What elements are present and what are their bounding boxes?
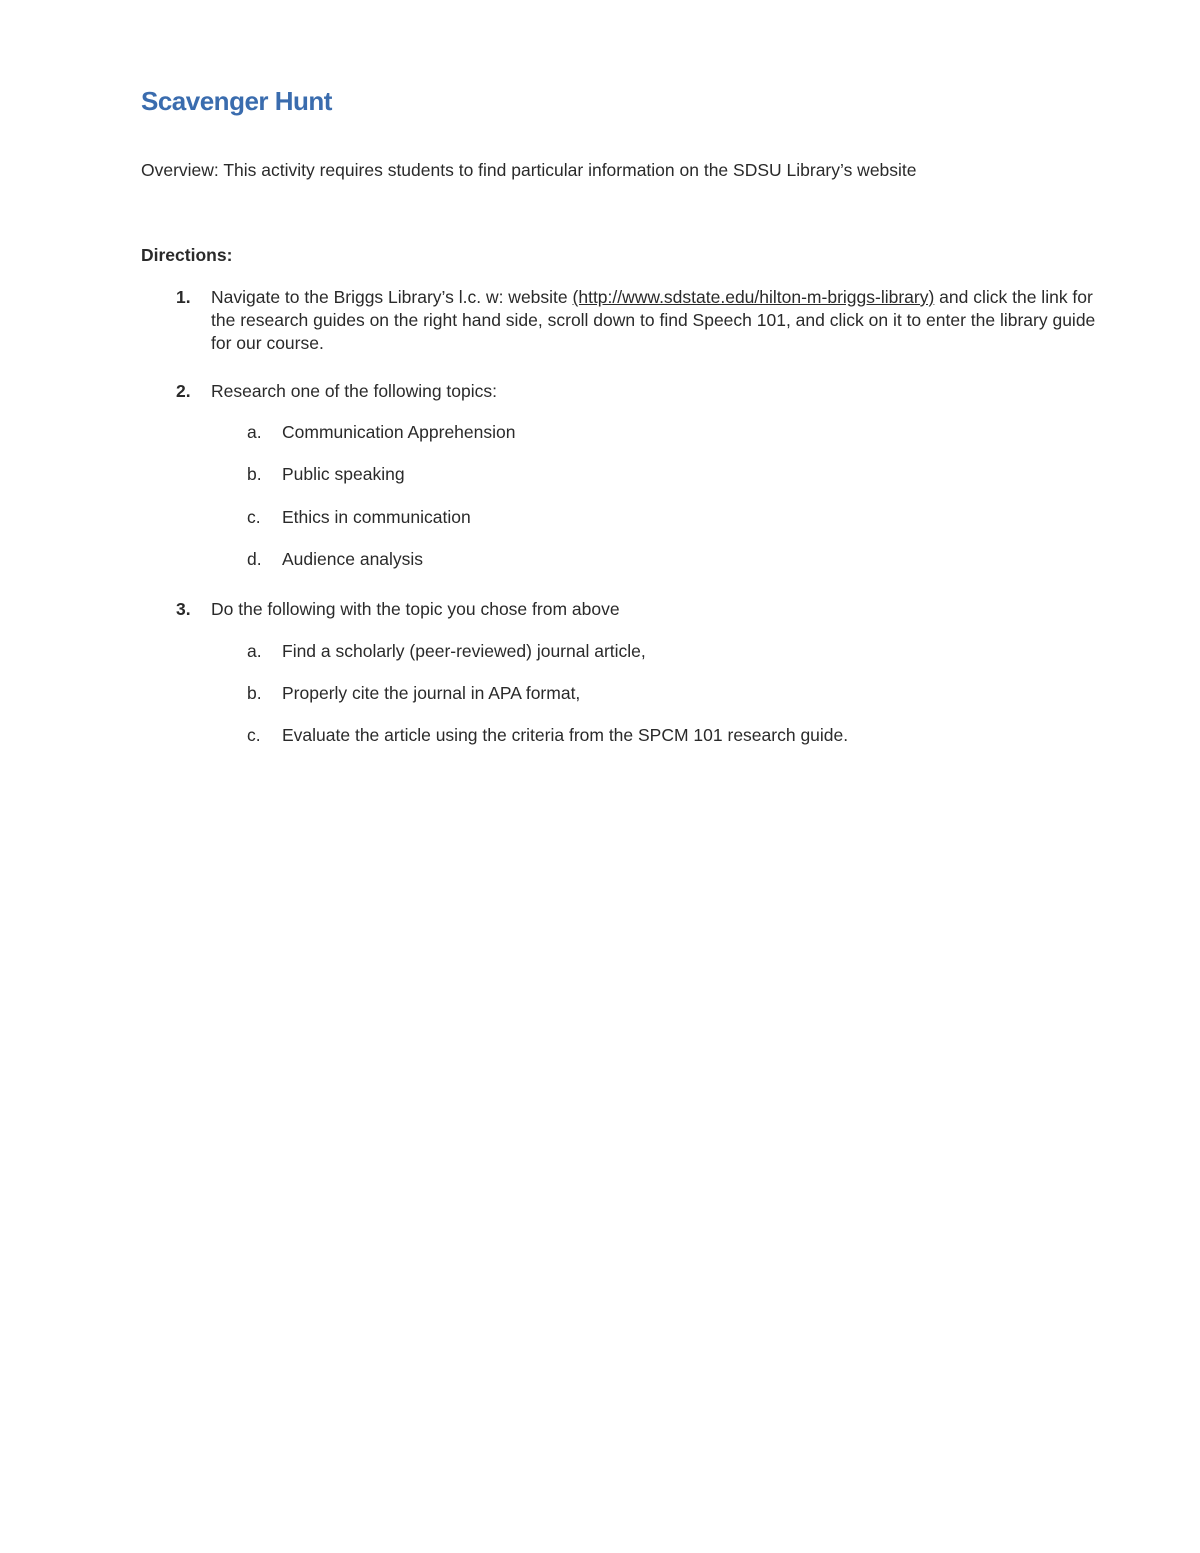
step-text: Navigate to the Briggs Library’s l.c. w: website (http://www.sdstate.edu/hilton-m-briggs-library) and click the link for the research guides on the right hand side, scroll down to find Speech 101, and click on it to enter the library guide for our course. bbox=[211, 287, 1096, 353]
list-item-text: Ethics in communication bbox=[282, 507, 471, 527]
directions-heading: Directions: bbox=[141, 245, 233, 265]
list-item-text: Properly cite the journal in APA format, bbox=[282, 683, 581, 703]
step-text: Do the following with the topic you chose from above bbox=[211, 599, 620, 619]
step-2 bbox=[176, 380, 1096, 403]
list-item-text: Audience analysis bbox=[282, 549, 424, 569]
list-item bbox=[247, 506, 471, 529]
list-item bbox=[247, 421, 515, 444]
library-website-link[interactable]: (http://www.sdstate.edu/hilton-m-briggs-library) bbox=[572, 287, 935, 307]
step-number: 1. bbox=[176, 287, 191, 307]
list-item-text: Evaluate the article using the criteria from the SPCM 101 research guide. bbox=[282, 725, 849, 745]
list-item bbox=[247, 640, 646, 663]
list-item bbox=[247, 548, 423, 571]
list-item-letter: c. bbox=[247, 507, 261, 527]
list-item-letter: c. bbox=[247, 725, 261, 745]
list-item bbox=[247, 682, 580, 705]
page-title: Scavenger Hunt bbox=[141, 86, 332, 116]
list-item bbox=[247, 463, 405, 486]
list-item-letter: b. bbox=[247, 683, 262, 703]
list-item bbox=[247, 724, 848, 747]
list-item-letter: a. bbox=[247, 422, 262, 442]
list-item-letter: b. bbox=[247, 464, 262, 484]
list-item-letter: d. bbox=[247, 549, 262, 569]
list-item-text: Find a scholarly (peer-reviewed) journal article, bbox=[282, 641, 646, 661]
list-item-letter: a. bbox=[247, 641, 262, 661]
step-text: Research one of the following topics: bbox=[211, 381, 497, 401]
overview-text: Overview: This activity requires students to find particular information on the SDSU Library’s website bbox=[141, 160, 917, 180]
list-item-text: Public speaking bbox=[282, 464, 405, 484]
list-item-text: Communication Apprehension bbox=[282, 422, 516, 442]
step-number: 2. bbox=[176, 381, 191, 401]
step-3 bbox=[176, 598, 1096, 621]
step-number: 3. bbox=[176, 599, 191, 619]
step-1 bbox=[176, 286, 1096, 355]
